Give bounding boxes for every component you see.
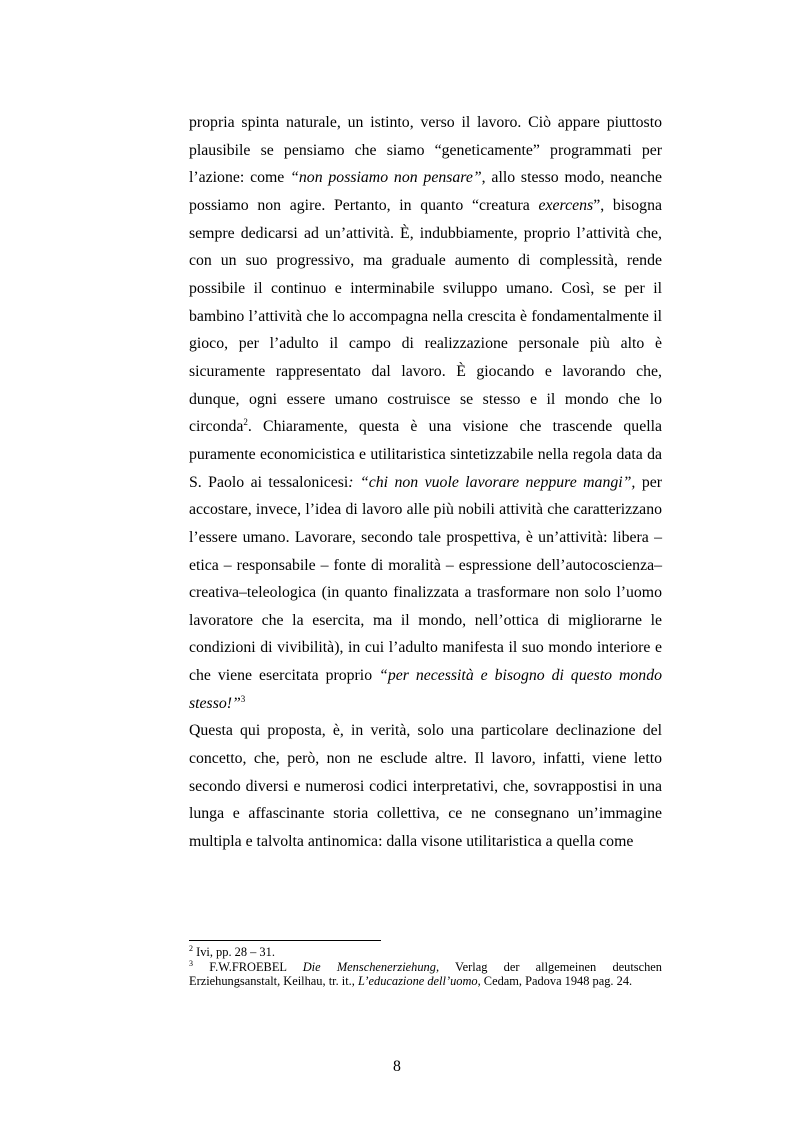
footnote-number: 3	[189, 958, 193, 968]
footnote-2	[189, 945, 662, 960]
italic-quote: “per necessità e bisogno di questo mondo stesso!”	[189, 667, 662, 712]
text-run: ”, bisogna sempre dedicarsi ad un’attività. È, indubbiamente, proprio l’attività che, con un suo progressivo, ma graduale aumento di complessità, rende possibile il continuo e interminabile sviluppo umano. Così, se per il bambino l’attività che lo accompagna nella crescita è fondamentalmente il gioco, per l’adulto il campo di realizzazione personale più alto è sicuramente rappresentato dal lavoro. È giocando e lavorando che, dunque, ogni essere umano costruisce se stesso e il mondo che lo circonda	[189, 196, 662, 436]
italic-term: exercens	[538, 196, 594, 214]
footnote-number: 2	[189, 944, 193, 953]
paragraph-2: Questa qui proposta, è, in verità, solo una particolare declinazione del concetto, che, però, non ne esclude altre. Il lavoro, infatti, viene letto secondo diversi e numerosi codici interpretativi, che, sovrappostisi in una lunga e affascinante storia collettiva, ce ne consegnano un’immagine multipla e talvolta antinomica: dalla visone utilitaristica a quella come	[189, 722, 662, 851]
footnote-separator	[189, 940, 381, 941]
text-run: propria spinta naturale, un istinto, verso il lavoro. Ciò appare piuttosto plausibile se pensiamo che siamo “geneticamente” programmati per l’azione: come	[189, 114, 662, 187]
footnote-text: F.W.FROEBEL	[193, 959, 303, 974]
footnote-ref-2: 2	[243, 417, 248, 428]
footnote-text: Verlag der allgemeinen deutschen Erziehungsanstalt, Keilhau, tr. it.,	[189, 959, 662, 989]
footnote-title: L’educazione dell’uomo,	[357, 974, 481, 989]
text-run: , allo stesso modo, neanche possiamo non agire. Pertanto, in quanto “creatura	[189, 169, 662, 214]
main-text	[189, 109, 662, 856]
italic-quote: : “chi non vuole lavorare neppure mangi”,	[348, 473, 636, 491]
footnote-title: Die Menschenerziehung,	[302, 959, 440, 974]
footnote-ref-3: 3	[240, 693, 246, 704]
footnote-3	[189, 960, 662, 989]
paragraph-1	[189, 109, 662, 717]
footnotes	[189, 945, 662, 989]
text-run: per accostare, invece, l’idea di lavoro alle più nobili attività che caratterizzano l’essere umano. Lavorare, secondo tale prospettiva, è un’attività: libera – etica – responsabile – fonte di moralità – espressione dell’autocoscienza–creativa–teleologica (in quanto finalizzata a trasformare non solo l’uomo lavoratore che la esercita, ma il mondo, nell’ottica di migliorarne le condizioni di vivibilità), in cui l’adulto manifesta il suo mondo interiore e che viene esercitata proprio	[189, 473, 662, 685]
footnote-text: Ivi, pp. 28 – 31.	[193, 945, 275, 959]
text-run: . Chiaramente, questa è una visione che trascende quella puramente economicistica e utilitaristica sintetizzabile nella regola data da S. Paolo ai tessalonicesi	[189, 418, 662, 491]
page-number: 8	[393, 1058, 401, 1075]
footnote-text: Cedam, Padova 1948 pag. 24.	[480, 974, 633, 989]
italic-quote: “non possiamo non pensare”	[290, 169, 482, 187]
